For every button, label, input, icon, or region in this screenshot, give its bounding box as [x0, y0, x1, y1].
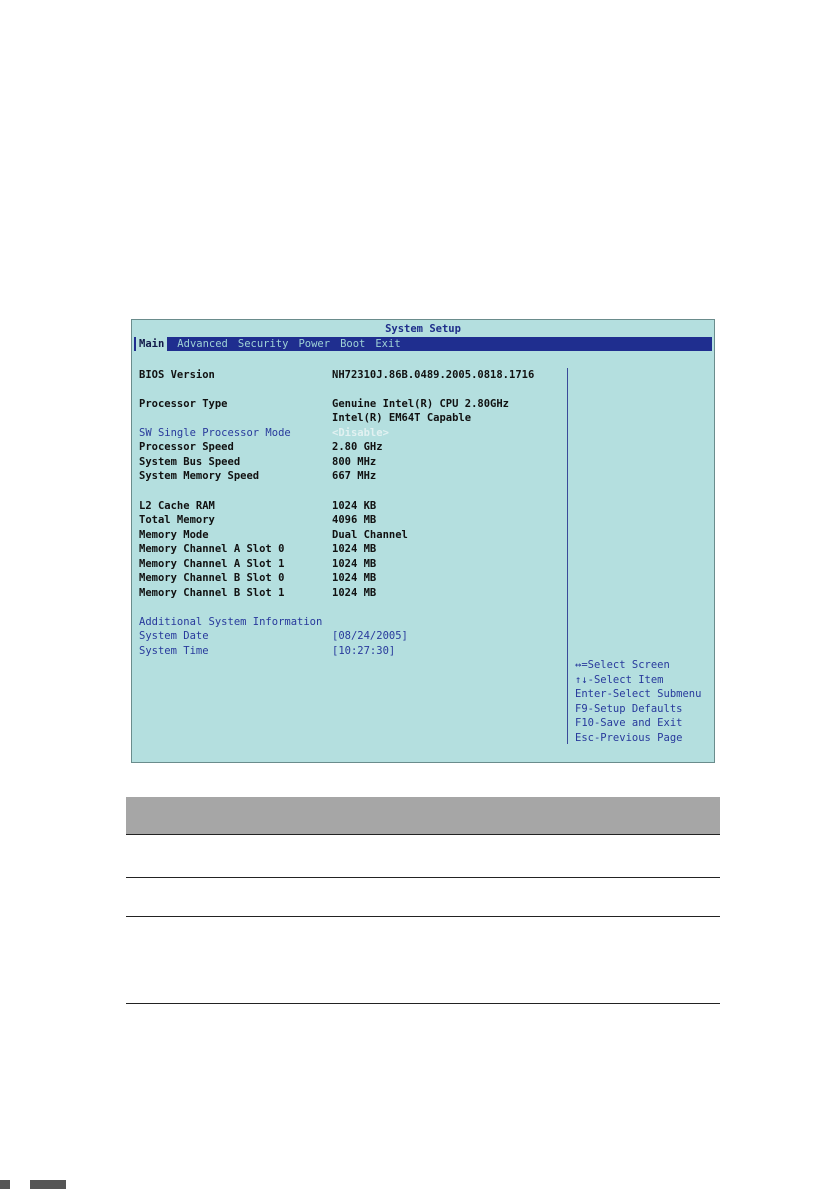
additional-system-information-link[interactable]: Additional System Information — [139, 616, 323, 628]
system-time-label: System Time — [139, 645, 209, 657]
processor-speed-label: Processor Speed — [139, 441, 234, 453]
window-title: System Setup — [134, 322, 712, 336]
help-select-submenu: Enter-Select Submenu — [575, 688, 702, 701]
system-date-label: System Date — [139, 630, 209, 642]
system-bus-speed-label: System Bus Speed — [139, 456, 241, 468]
table-header-bar — [126, 797, 720, 834]
sw-single-processor-mode-label[interactable]: SW Single Processor Mode — [139, 427, 291, 439]
tab-power[interactable]: Power — [298, 338, 331, 350]
bios-setup-screen — [131, 319, 715, 763]
l2-cache-value: 1024 KB — [332, 500, 377, 512]
tab-main[interactable]: Main — [136, 337, 167, 351]
system-memory-speed-label: System Memory Speed — [139, 470, 260, 482]
l2-cache-label: L2 Cache RAM — [139, 500, 215, 512]
tab-boot[interactable]: Boot — [340, 338, 366, 350]
main-settings-panel — [132, 352, 566, 762]
memory-channel-a-slot0-label: Memory Channel A Slot 0 — [139, 543, 285, 555]
memory-channel-a-slot1-value: 1024 MB — [332, 558, 377, 570]
processor-speed-value: 2.80 GHz — [332, 441, 383, 453]
memory-mode-label: Memory Mode — [139, 529, 209, 541]
panel-divider — [567, 368, 568, 744]
memory-channel-a-slot1-label: Memory Channel A Slot 1 — [139, 558, 285, 570]
total-memory-value: 4096 MB — [332, 514, 377, 526]
processor-type-value-line2: Intel(R) EM64T Capable — [332, 412, 472, 424]
table-rule-2 — [126, 877, 720, 878]
help-select-item: ↑↓-Select Item — [575, 673, 664, 686]
bios-version-label: BIOS Version — [139, 369, 215, 381]
key-help-panel — [575, 658, 701, 746]
tab-exit[interactable]: Exit — [375, 338, 401, 350]
memory-mode-value: Dual Channel — [332, 529, 408, 541]
sw-single-processor-mode-value[interactable]: <Disable> — [332, 427, 389, 439]
memory-channel-b-slot0-value: 1024 MB — [332, 572, 377, 584]
system-date-field[interactable]: [08/24/2005] — [332, 630, 408, 642]
tab-advanced[interactable]: Advanced — [177, 338, 228, 350]
help-select-screen: ↔=Select Screen — [575, 659, 670, 671]
processor-type-label: Processor Type — [139, 398, 228, 410]
tab-security[interactable]: Security — [237, 338, 289, 350]
memory-channel-b-slot1-value: 1024 MB — [332, 587, 377, 599]
table-rule-1 — [126, 834, 720, 835]
help-previous-page: Esc-Previous Page — [575, 731, 683, 744]
menu-bar — [134, 337, 712, 351]
page-edge-mark — [0, 1180, 10, 1189]
total-memory-label: Total Memory — [139, 514, 215, 526]
page-edge-mark — [30, 1180, 66, 1189]
system-time-field[interactable]: [10:27:30] — [332, 645, 396, 657]
system-memory-speed-value: 667 MHz — [332, 470, 377, 482]
help-save-exit: F10-Save and Exit — [575, 717, 683, 730]
processor-type-value-line1: Genuine Intel(R) CPU 2.80GHz — [332, 398, 510, 410]
memory-channel-a-slot0-value: 1024 MB — [332, 543, 377, 555]
memory-channel-b-slot1-label: Memory Channel B Slot 1 — [139, 587, 285, 599]
table-rule-4 — [126, 1003, 720, 1004]
memory-channel-b-slot0-label: Memory Channel B Slot 0 — [139, 572, 285, 584]
table-rule-3 — [126, 916, 720, 917]
help-setup-defaults: F9-Setup Defaults — [575, 702, 683, 715]
bios-version-value: NH72310J.86B.0489.2005.0818.1716 — [332, 369, 535, 381]
system-bus-speed-value: 800 MHz — [332, 456, 377, 468]
